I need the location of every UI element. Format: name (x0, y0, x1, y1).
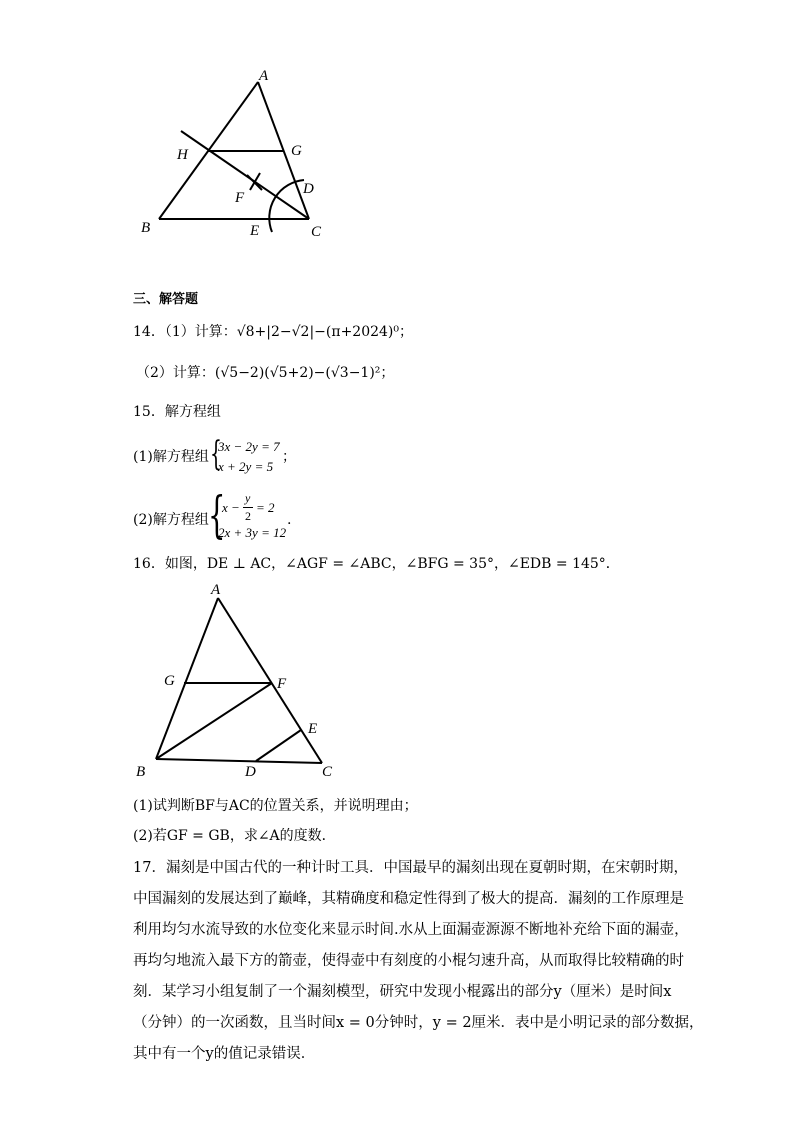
fig2-label-f: F (277, 676, 287, 692)
q15-part2-brace: { (208, 486, 226, 544)
q15-part1-end: ； (282, 449, 296, 465)
q15-part1-eq1: 3x − 2y = 7 (218, 439, 280, 454)
q15-part1-brace: { (210, 434, 222, 474)
q17-paragraph (133, 853, 704, 1070)
q15-part1-label: (1)解方程组 (133, 449, 209, 465)
fig2-segment-de (256, 730, 301, 761)
q15-part2-eq1-num: y (245, 491, 251, 505)
q17-line: 17．漏刻是中国古代的一种计时工具．中国最早的漏刻出现在夏朝时期，在宋朝时期， (133, 860, 688, 876)
fig1-label-g: G (291, 143, 302, 159)
q14-part2: （2）计算：(√5−2)(√5+2)−(√3−1)²； (136, 365, 395, 381)
q17-line: （分钟）的一次函数，且当时间x = 0分钟时，y = 2厘米．表中是小明记录的部分数据， (133, 1015, 704, 1031)
q16-stem: 16．如图，DE ⊥ AC，∠AGF = ∠ABC，∠BFG = 35°，∠EDB = 145°． (133, 556, 620, 572)
q17-line: 刻．某学习小组复制了一个漏刻模型，研究中发现小棍露出的部分y（厘米）是时间x (133, 984, 672, 1000)
q15-part1-eq2: x + 2y = 5 (218, 459, 274, 474)
q15-part2-eq1-a: x − (222, 500, 240, 515)
fig2-label-d: D (245, 764, 256, 780)
fig1-label-e: E (250, 223, 260, 239)
fig2-label-b: B (136, 764, 146, 780)
q15-part2-eq1-den: 2 (245, 509, 251, 523)
q16-sub1: (1)试判断BF与AC的位置关系，并说明理由； (133, 798, 418, 814)
fig2-label-a: A (211, 582, 221, 598)
q17-line: 再均匀地流入最下方的箭壶，使得壶中有刻度的小棍匀速升高，从而取得比较精确的时 (133, 953, 684, 969)
fig1-label-d: D (303, 181, 314, 197)
q14-part1: 14．（1）计算：√8+|2−√2|−(π+2024)⁰； (133, 324, 414, 340)
fig1-label-b: B (141, 220, 151, 236)
q17-line: 其中有一个y的值记录错误． (133, 1046, 316, 1062)
fig1-label-f: F (235, 190, 245, 206)
q15-part2-eq2: 2x + 3y = 12 (218, 525, 287, 540)
fig2-label-e: E (308, 721, 318, 737)
fig2-segment-bf (156, 683, 272, 759)
fig1-label-a: A (259, 68, 269, 84)
q17-line: 中国漏刻的发展达到了巅峰，其精确度和稳定性得到了极大的提高．漏刻的工作原理是 (133, 891, 684, 907)
fig2-side-bc (156, 759, 322, 763)
fig2-label-c: C (322, 764, 333, 780)
section-title: 三、解答题 (133, 292, 199, 307)
q15-title: 15．解方程组 (133, 404, 221, 420)
q16-sub2: (2)若GF = GB，求∠A的度数． (133, 828, 336, 844)
fig2-side-ac (218, 598, 322, 763)
fig2-label-g: G (164, 673, 175, 689)
q15-part2-label: (2)解方程组 (133, 512, 209, 528)
q15-part2-end: . (287, 512, 292, 528)
q17-line: 利用均匀水流导致的水位变化来显示时间.水从上面漏壶源源不断地补充给下面的漏壶， (133, 922, 689, 938)
q15-part2-eq1-b: = 2 (256, 500, 275, 515)
fig1-label-c: C (311, 224, 322, 240)
fig1-label-h: H (177, 147, 188, 163)
